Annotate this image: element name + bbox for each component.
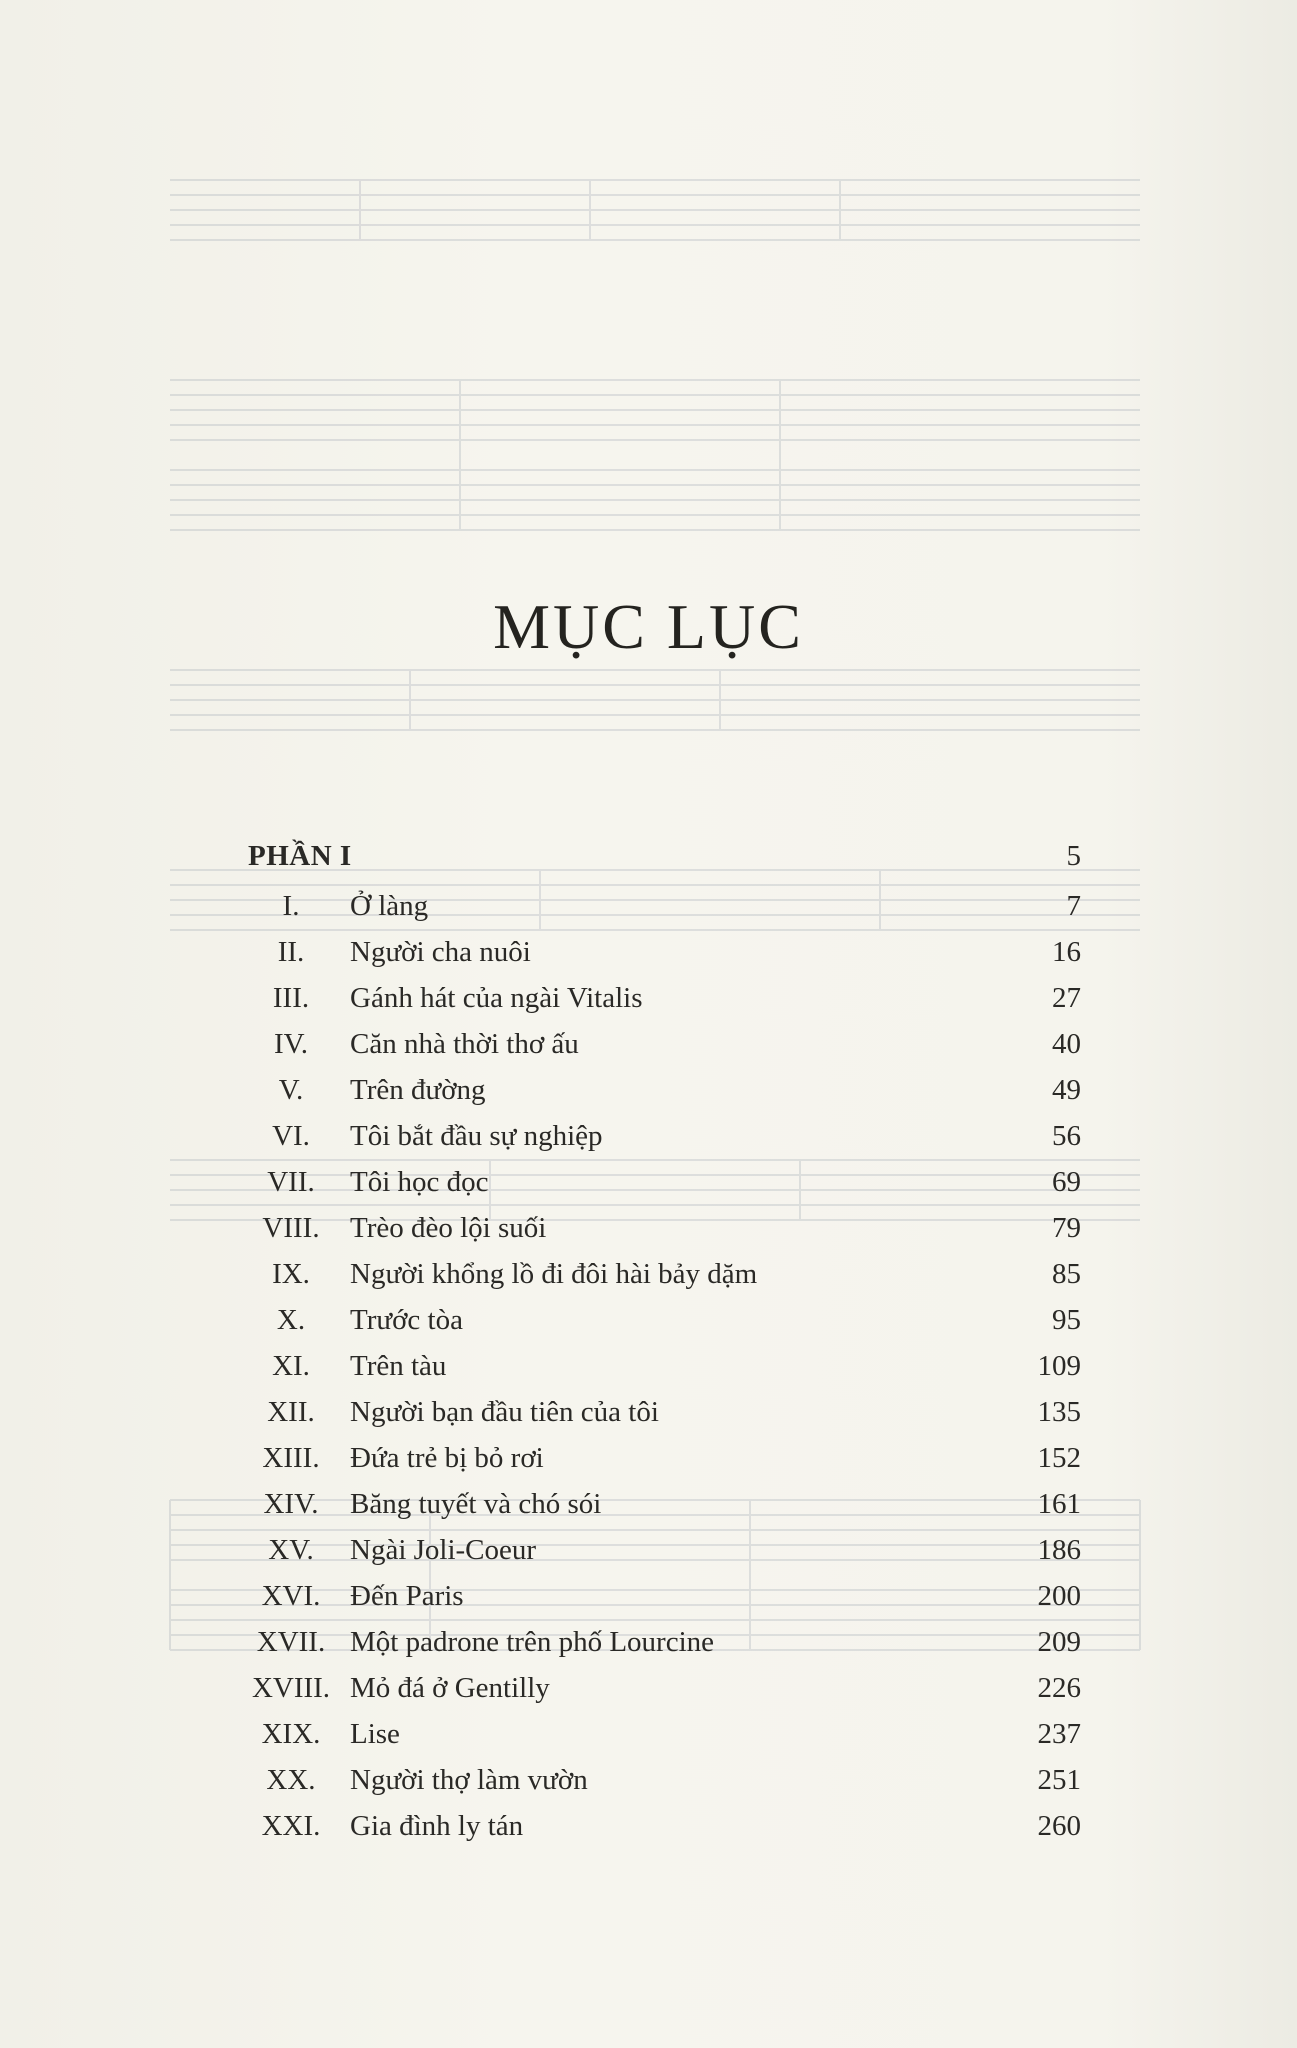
chapter-title: Trên đường [350, 1074, 486, 1106]
chapter-numeral: XVIII. [251, 1672, 331, 1704]
chapter-title: Đứa trẻ bị bỏ rơi [350, 1442, 544, 1474]
toc-entry[interactable] [236, 1346, 1081, 1392]
toc-entry[interactable] [236, 1254, 1081, 1300]
chapter-page-number: 7 [1066, 890, 1081, 922]
chapter-title: Căn nhà thời thơ ấu [350, 1028, 579, 1060]
part-page-number: 5 [1066, 840, 1081, 872]
chapter-numeral: XV. [268, 1534, 314, 1566]
chapter-page-number: 40 [1052, 1028, 1081, 1060]
toc-entry[interactable] [236, 932, 1081, 978]
toc-entry[interactable] [236, 1070, 1081, 1116]
chapter-page-number: 260 [1037, 1810, 1081, 1842]
chapter-page-number: 200 [1037, 1580, 1081, 1612]
chapter-title: Gia đình ly tán [350, 1810, 524, 1842]
toc-entry[interactable] [236, 1116, 1081, 1162]
chapter-page-number: 56 [1052, 1120, 1081, 1152]
chapter-numeral: I. [282, 890, 300, 922]
chapter-page-number: 152 [1037, 1442, 1081, 1474]
chapter-page-number: 79 [1052, 1212, 1081, 1244]
chapter-numeral: XVI. [261, 1580, 321, 1612]
chapter-page-number: 16 [1052, 936, 1081, 968]
toc-entry[interactable] [236, 886, 1081, 932]
chapter-title: Người cha nuôi [350, 936, 531, 968]
toc-entry[interactable] [236, 1300, 1081, 1346]
toc-entry[interactable] [236, 1806, 1081, 1852]
chapter-page-number: 186 [1037, 1534, 1081, 1566]
toc-entry[interactable] [236, 1162, 1081, 1208]
chapter-numeral: IV. [273, 1028, 309, 1060]
chapter-numeral: XVII. [256, 1626, 326, 1658]
chapter-page-number: 209 [1037, 1626, 1081, 1658]
chapter-page-number: 109 [1037, 1350, 1081, 1382]
page-title: MỤC LỤC [493, 591, 804, 662]
chapter-title: Băng tuyết và chó sói [350, 1488, 602, 1520]
chapter-numeral: VI. [272, 1120, 310, 1152]
toc-entry[interactable] [236, 1622, 1081, 1668]
chapter-page-number: 49 [1052, 1074, 1081, 1106]
chapter-title: Trên tàu [350, 1350, 447, 1382]
toc-entry[interactable] [236, 1760, 1081, 1806]
toc-entry[interactable] [236, 1668, 1081, 1714]
chapter-title: Trước tòa [350, 1304, 463, 1336]
chapter-page-number: 226 [1037, 1672, 1081, 1704]
toc-entry[interactable] [236, 1714, 1081, 1760]
chapter-title: Ngài Joli-Coeur [350, 1534, 537, 1566]
chapter-numeral: IX. [272, 1258, 310, 1290]
toc-entry[interactable] [236, 1024, 1081, 1070]
chapter-numeral: XIV. [263, 1488, 319, 1520]
toc-entry[interactable] [236, 1576, 1081, 1622]
chapter-title: Người thợ làm vườn [350, 1764, 588, 1796]
toc-entry[interactable] [236, 1530, 1081, 1576]
chapter-numeral: II. [277, 936, 305, 968]
chapter-title: Tôi bắt đầu sự nghiệp [350, 1120, 603, 1152]
chapter-title: Gánh hát của ngài Vitalis [350, 982, 643, 1014]
chapter-title: Một padrone trên phố Lourcine [350, 1626, 715, 1658]
chapter-page-number: 27 [1052, 982, 1081, 1014]
chapter-title: Mỏ đá ở Gentilly [350, 1672, 550, 1704]
chapter-page-number: 135 [1037, 1396, 1081, 1428]
chapter-numeral: XXI. [261, 1810, 321, 1842]
toc-entry[interactable] [236, 978, 1081, 1024]
toc-entry[interactable] [236, 1208, 1081, 1254]
table-of-contents [236, 840, 1081, 1852]
toc-entry[interactable] [236, 1484, 1081, 1530]
chapter-title: Tôi học đọc [350, 1166, 489, 1198]
chapter-title: Ở làng [350, 890, 429, 922]
chapter-page-number: 237 [1037, 1718, 1081, 1750]
chapter-numeral: XIII. [262, 1442, 320, 1474]
chapter-numeral: VII. [267, 1166, 315, 1198]
chapter-numeral: III. [272, 982, 310, 1014]
toc-entry[interactable] [236, 1438, 1081, 1484]
chapter-numeral: XX. [266, 1764, 316, 1796]
chapter-title: Đến Paris [350, 1580, 464, 1612]
chapter-page-number: 85 [1052, 1258, 1081, 1290]
chapter-title: Người khổng lồ đi đôi hài bảy dặm [350, 1258, 758, 1290]
toc-entry[interactable] [236, 1392, 1081, 1438]
chapter-page-number: 251 [1037, 1764, 1081, 1796]
chapter-title: Trèo đèo lội suối [350, 1212, 547, 1244]
chapter-page-number: 161 [1037, 1488, 1081, 1520]
chapter-numeral: V. [278, 1074, 304, 1106]
part-heading-row[interactable] [236, 840, 1081, 886]
chapter-numeral: XII. [267, 1396, 315, 1428]
part-label: PHẦN I [248, 840, 352, 872]
chapter-numeral: VIII. [262, 1212, 320, 1244]
chapter-page-number: 69 [1052, 1166, 1081, 1198]
chapter-numeral: XI. [272, 1350, 310, 1382]
chapter-numeral: X. [276, 1304, 306, 1336]
chapter-page-number: 95 [1052, 1304, 1081, 1336]
chapter-title: Lise [350, 1718, 400, 1750]
chapter-numeral: XIX. [261, 1718, 321, 1750]
chapter-title: Người bạn đầu tiên của tôi [350, 1396, 659, 1428]
